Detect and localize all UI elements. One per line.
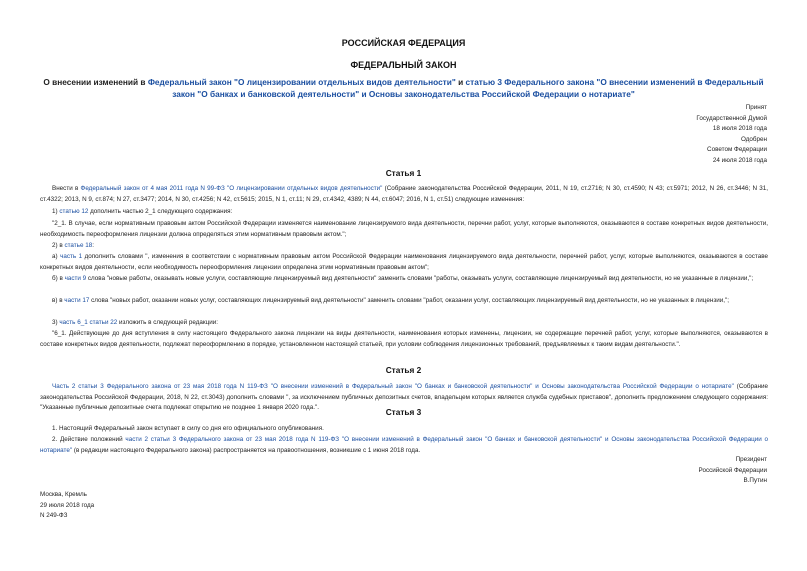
link-article12[interactable]: статью 12 — [59, 208, 89, 215]
article1-item1 — [40, 207, 768, 218]
article1-intro — [40, 184, 768, 205]
signature-country: Российской Федерации — [698, 466, 767, 474]
footer-date: 29 июля 2018 года — [40, 501, 95, 509]
article1-item3 — [40, 318, 768, 329]
article1-item1-quote: "2_1. В случае, если нормативным правовым актом Российской Федерации изменяется наименование лицензируемого вида деятельности, перечни работ, услуг, которые выполняются, оказываются в составе конкретных видов деятельности, необходимость переоформления лицензии должна определяться этим нормативным правовым актом."; — [40, 220, 768, 238]
approved-label: Одобрен — [740, 135, 767, 143]
item2b-text: слова "новые работы, оказывать новые услуги, составляющие лицензируемый вид деятельности" заменить словами "работы, оказывать услуги, составляющие лицензируемый вид деятельности, но не указанные в лицензии,"; — [86, 275, 754, 282]
link-part2-article3-119fz[interactable]: Часть 2 статьи 3 Федерального закона от 23 мая 2018 года N 119-ФЗ "О внесении изменений в Федеральный закон "О банках и банковской деятельности" и Основы законодательства Российской Федерации о нотариате" — [52, 383, 734, 390]
council-date: 24 июля 2018 года — [712, 156, 767, 164]
item2-num: 2) в — [52, 242, 65, 249]
item2c-text: слова "новых работ, оказании новых услуг, составляющих лицензируемый вид деятельности" заменить словами "работ, оказании услуг, составляющих лицензируемый вид деятельности, но не указанных в лицензии,"; — [89, 297, 729, 304]
link-part2-article3-119fz-2[interactable]: части 2 статьи 3 Федерального закона от 23 мая 2018 года N 119-ФЗ "О внесении изменений в Федеральный закон "О банках и банковской деятельности" и Основы законодательства Российской Федерации о нотариате" — [40, 436, 769, 454]
duma-label: Государственной Думой — [696, 114, 767, 122]
law-title — [40, 76, 767, 100]
accepted-label: Принят — [745, 104, 767, 111]
signature-title: Президент — [735, 456, 767, 463]
article1-item2 — [40, 241, 768, 252]
footer-place: Москва, Кремль — [40, 491, 87, 498]
item1-num: 1) — [52, 208, 60, 215]
title-text-1: О внесении изменений в — [43, 77, 148, 87]
intro-text-a: Внести в — [52, 185, 81, 192]
duma-date: 18 июля 2018 года — [712, 125, 767, 132]
link-part1[interactable]: часть 1 — [60, 253, 83, 260]
item-text-a: 2. Действие положений — [52, 436, 126, 443]
item2a-text: дополнить словами ", изменения в соответствии с нормативным правовым актом Российской Федерации наименования лицензируемого вида деятельности, перечней работ, услуг, которые выполняются, оказываются в составе конкретных видов деятельности, если необходимость переоформления лицензии определена этим нормативным правовым актом"; — [40, 253, 768, 271]
signature-name: В.Путин — [743, 477, 767, 484]
article3-item2 — [40, 435, 768, 456]
title-link-licensing-law[interactable]: Федеральный закон "О лицензировании отдельных видов деятельности" — [147, 77, 456, 87]
council-label: Советом Федерации — [707, 146, 767, 153]
link-article18[interactable]: статье 18 — [64, 242, 93, 249]
title-link-article3[interactable]: статью 3 Федерального закона "О внесении изменений в Федеральный закон "О банках и банковской деятельности" и Основы законодательства Российской Федерации о нотариате" — [172, 77, 764, 99]
article2-body: (Собрание законодательства Российской Федерации, 2018, N 22, ст.3043) дополнить словами ", за исключением публичных депозитных счетов, владельцем которых является служба судебных приставов", дополнить предложением следующего содержания: "Указанные публичные депозитные счета подлежат открытию не позднее 1 января 2020 года.". — [40, 383, 768, 411]
footer-number: N 249-ФЗ — [40, 512, 68, 519]
link-part9[interactable]: части 9 — [64, 275, 87, 282]
article2-heading: Статья 2 — [385, 365, 422, 375]
item2b-num: б) в — [52, 275, 65, 282]
link-part6-1-article22[interactable]: часть 6_1 статьи 22 — [59, 319, 118, 326]
article3-item1: 1. Настоящий Федеральный закон вступает в силу со дня его официального опубликования. — [52, 425, 324, 432]
adoption-block — [696, 103, 767, 166]
article3-heading: Статья 3 — [385, 407, 422, 417]
item3-num: 3) — [52, 319, 60, 326]
title-text-2: и — [455, 77, 466, 87]
item3-text: изложить в следующей редакции: — [117, 319, 219, 326]
item2-text: : — [92, 242, 94, 249]
law-type-heading: ФЕДЕРАЛЬНЫЙ ЗАКОН — [350, 60, 457, 70]
link-part17[interactable]: части 17 — [64, 297, 90, 304]
item2c-num: в) в — [52, 297, 65, 304]
signature-block — [699, 455, 767, 487]
article1-item2a — [40, 252, 768, 273]
article1-heading: Статья 1 — [385, 168, 422, 178]
article1-item3-quote: "6_1. Действующие до дня вступления в силу настоящего Федерального закона лицензии на виды деятельности, наименования которых изменены, лицензии, не содержащие перечней работ, услуг, которые выполняются, оказываются в составе конкретных видов деятельности, подлежат переоформлению в порядке, установленном настоящей статьей, при условии соблюдения лицензионных требований, предъявляемых к таким видам деятельности.". — [40, 330, 768, 348]
intro-text-b: (Собрание законодательства Российской Федерации, 2011, N 19, ст.2716; N 30, ст.4590; N 43; ст.5971; 2012, N 26, ст.3446; N 31, ст.4322; 2013, N 9, ст.874; N 27, ст.3477; 2014, N 30, ст.4256; N 42, ст.5615; 2015, N 1, ст.11; N 29, ст.4342, 4389; N 44, ст.6047; 2016, N 1, ст.51) следующие изменения: — [40, 185, 768, 203]
footer-block — [40, 490, 94, 522]
link-law-99fz[interactable]: Федеральный закон от 4 мая 2011 года N 99-ФЗ "О лицензировании отдельных видов деятельности" — [80, 185, 383, 192]
country-heading: РОССИЙСКАЯ ФЕДЕРАЦИЯ — [341, 38, 466, 48]
item-text-b: (в редакции настоящего Федерального закона) распространяется на правоотношения, возникшие с 1 июня 2018 года. — [72, 446, 421, 454]
article1-item2c — [40, 296, 768, 307]
article1-item2b — [40, 274, 768, 285]
item2a-num: а) — [52, 253, 61, 260]
item1-text: дополнить частью 2_1 следующего содержания: — [88, 208, 233, 215]
